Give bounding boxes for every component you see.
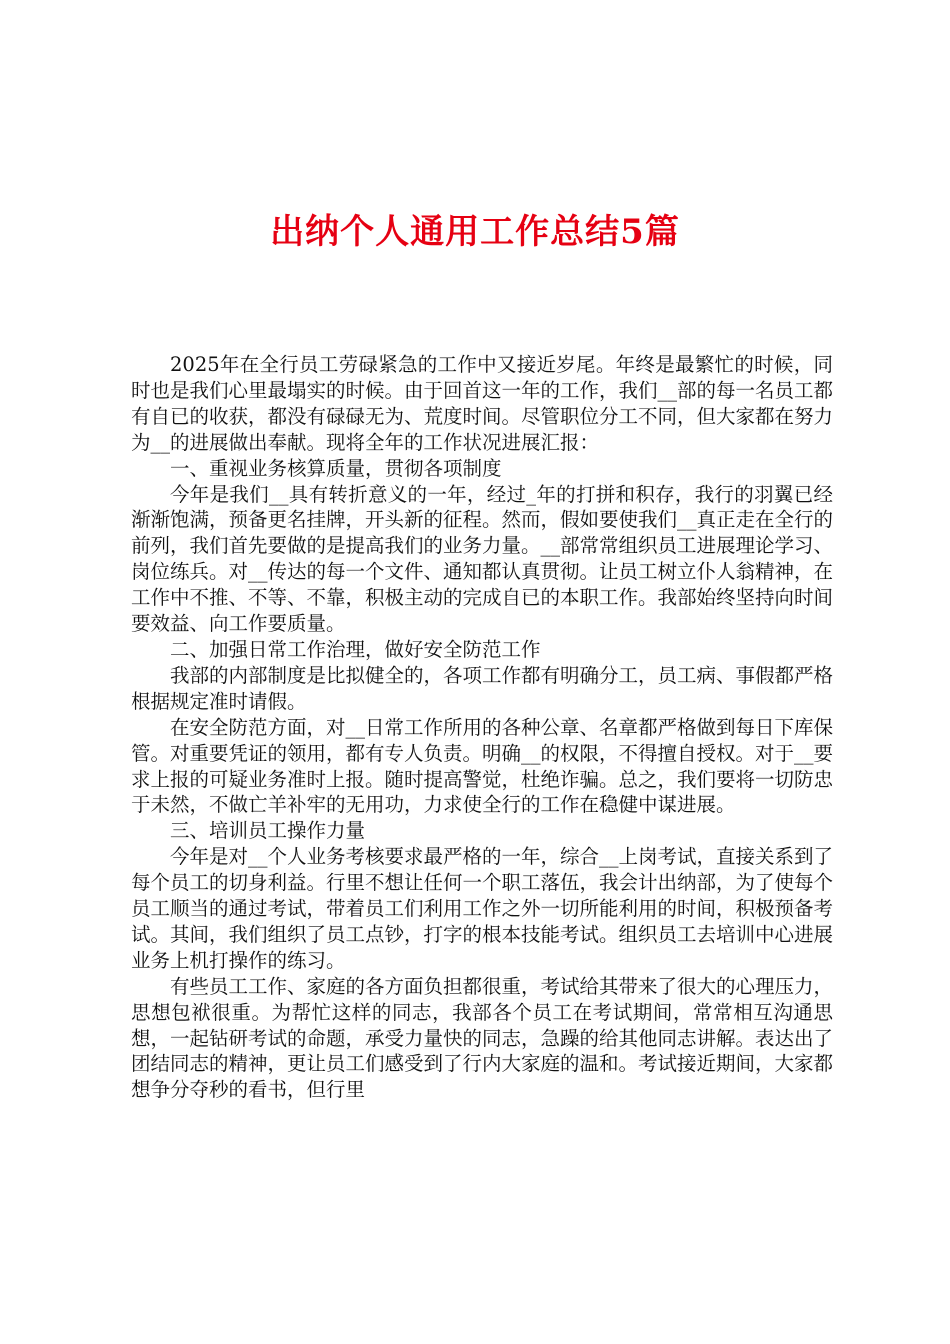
document-body [131,352,833,1103]
body-paragraph: 我部的内部制度是比拟健全的，各项工作都有明确分工，员工病、事假都严格根据规定准时请假。 [131,663,834,713]
document-title: 出纳个人通用工作总结5篇 [270,212,680,252]
section-heading-3: 三、培训员工操作力量 [170,819,366,843]
intro-paragraph: 2025年在全行员工劳碌紧急的工作中又接近岁尾。年终是最繁忙的时候，同时也是我们心里最塌实的时候。由于回首这一年的工作，我们__部的每一名员工都有自已的收获，都没有碌碌无为、荒度时间。尽管职位分工不同，但大家都在努力为__的进展做出奉献。现将全年的工作状况进展汇报： [131,353,834,454]
body-paragraph: 在安全防范方面，对__日常工作所用的各种公章、名章都严格做到每日下库保管。对重要凭证的领用，都有专人负责。明确__的权限，不得擅自授权。对于__要求上报的可疑业务准时上报。随时提高警觉，杜绝诈骗。总之，我们要将一切防忠于未然，不做亡羊补牢的无用功，力求使全行的工作在稳健中谋进展。 [131,715,834,817]
section-heading-1: 一、重视业务核算质量，贯彻各项制度 [170,456,502,480]
body-paragraph: 有些员工工作、家庭的各方面负担都很重，考试给其带来了很大的心理压力，思想包袱很重。为帮忙这样的同志，我部各个员工在考试期间，常常相互沟通思想，一起钻研考试的命题，承受力量快的同志，急躁的给其他同志讲解。表达出了团结同志的精神，更让员工们感受到了行内大家庭的温和。考试接近期间，大家都想争分夺秒的看书，但行里 [131,974,834,1102]
body-paragraph: 今年是我们__具有转折意义的一年，经过_年的打拼和积存，我行的羽翼已经渐渐饱满，预备更名挂牌，开头新的征程。然而，假如要使我们__真正走在全行的前列，我们首先要做的是提高我们的业务力量。__部常常组织员工进展理论学习、岗位练兵。对__传达的每一个文件、通知都认真贯彻。让员工树立仆人翁精神，在工作中不推、不等、不靠，积极主动的完成自已的本职工作。我部始终坚持向时间要效益、向工作要质量。 [131,482,834,636]
section-heading-2: 二、加强日常工作治理，做好安全防范工作 [170,637,541,661]
body-paragraph: 今年是对__个人业务考核要求最严格的一年，综合__上岗考试，直接关系到了每个员工的切身利益。行里不想让任何一个职工落伍，我会计出纳部，为了使每个员工顺当的通过考试，带着员工们利用工作之外一切所能利用的时间，积极预备考试。其间，我们组织了员工点钞，打字的根本技能考试。组织员工去培训中心进展业务上机打操作的练习。 [131,845,834,972]
